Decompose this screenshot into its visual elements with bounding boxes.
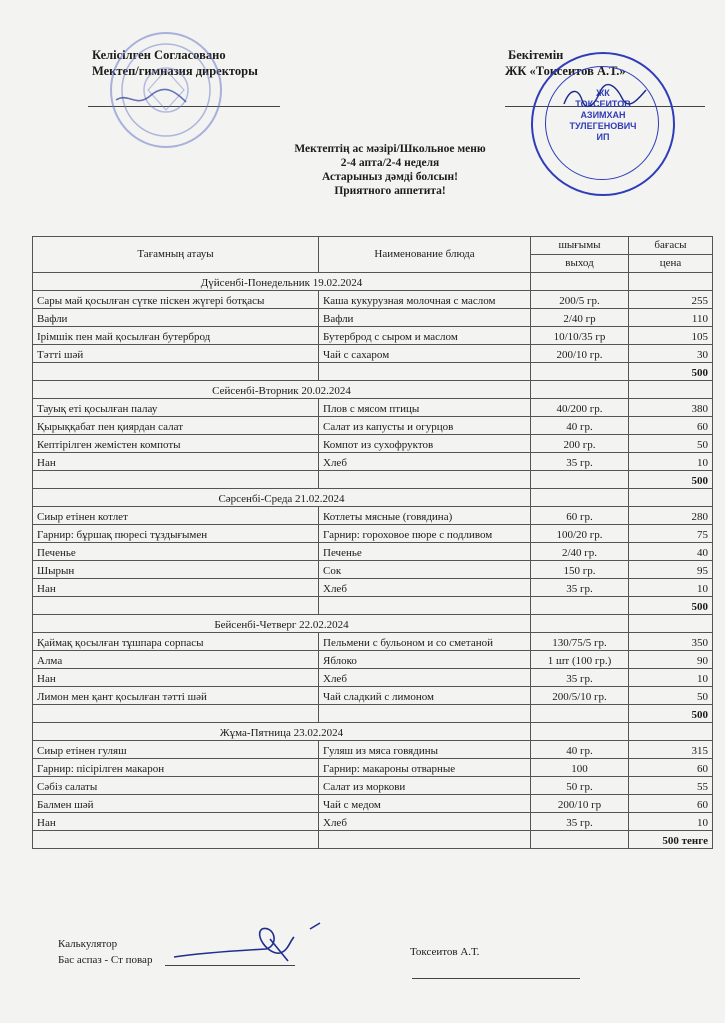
- dish-price: 60: [629, 759, 713, 777]
- dish-name-ru: Гарнир: гороховое пюре с подливом: [319, 525, 531, 543]
- day-total: 500: [629, 705, 713, 723]
- day-total-row: [33, 471, 713, 489]
- dish-price: 30: [629, 345, 713, 363]
- dish-price: 10: [629, 453, 713, 471]
- day-title: Жұма-Пятница 23.02.2024: [33, 723, 531, 741]
- table-row: [33, 291, 713, 309]
- empty-cell: [531, 363, 629, 381]
- dish-output: 10/10/35 гр: [531, 327, 629, 345]
- dish-price: 55: [629, 777, 713, 795]
- dish-name-kz: Сиыр етінен котлет: [33, 507, 319, 525]
- right-signature-icon: [560, 82, 650, 112]
- day-header-row: [33, 273, 713, 291]
- dish-output: 200/10 гр: [531, 795, 629, 813]
- table-row: [33, 741, 713, 759]
- dish-name-kz: Нан: [33, 453, 319, 471]
- dish-price: 50: [629, 687, 713, 705]
- stamp-line-3: АЗИМХАН: [580, 110, 626, 120]
- menu-title: [230, 142, 550, 198]
- col-header-ru: Наименование блюда: [319, 237, 531, 273]
- col-header-price-kz: бағасы: [629, 237, 713, 255]
- stamp-line-2: ТОКСЕИТОВ: [575, 99, 631, 109]
- dish-output: 100/20 гр.: [531, 525, 629, 543]
- dish-output: 35 гр.: [531, 813, 629, 831]
- approved-label: Келісілген Согласовано: [92, 48, 226, 62]
- dish-output: 35 гр.: [531, 669, 629, 687]
- dish-name-ru: Пельмени с бульоном и со сметаной: [319, 633, 531, 651]
- dish-price: 255: [629, 291, 713, 309]
- empty-cell: [629, 489, 713, 507]
- dish-name-kz: Сары май қосылған сүтке піскен жүгері ботқасы: [33, 291, 319, 309]
- dish-name-kz: Қырыққабат пен қиярдан салат: [33, 417, 319, 435]
- calculator-label: Калькулятор: [58, 938, 118, 950]
- day-total-row: [33, 705, 713, 723]
- dish-output: 40/200 гр.: [531, 399, 629, 417]
- dish-name-ru: Чай с медом: [319, 795, 531, 813]
- day-total: 500: [629, 471, 713, 489]
- table-row: [33, 633, 713, 651]
- empty-cell: [531, 705, 629, 723]
- empty-cell: [319, 363, 531, 381]
- dish-name-kz: Гарнир: бұршақ пюресі тұздығымен: [33, 525, 319, 543]
- dish-name-ru: Хлеб: [319, 579, 531, 597]
- dish-output: 130/75/5 гр.: [531, 633, 629, 651]
- dish-name-ru: Хлеб: [319, 813, 531, 831]
- dish-price: 95: [629, 561, 713, 579]
- empty-cell: [531, 831, 629, 849]
- empty-cell: [531, 489, 629, 507]
- table-row: [33, 777, 713, 795]
- dish-name-ru: Сок: [319, 561, 531, 579]
- table-row: [33, 795, 713, 813]
- school-stamp-icon: [108, 30, 224, 150]
- dish-name-ru: Чай сладкий с лимоном: [319, 687, 531, 705]
- dish-name-kz: Печенье: [33, 543, 319, 561]
- dish-price: 40: [629, 543, 713, 561]
- empty-cell: [629, 381, 713, 399]
- dish-price: 60: [629, 417, 713, 435]
- dish-output: 2/40 гр.: [531, 543, 629, 561]
- day-total-row: [33, 363, 713, 381]
- dish-name-ru: Бутерброд с сыром и маслом: [319, 327, 531, 345]
- director-label: Мектеп/гимназия директоры: [92, 64, 258, 78]
- col-header-price-ru: цена: [629, 255, 713, 273]
- dish-name-kz: Шырын: [33, 561, 319, 579]
- dish-name-ru: Печенье: [319, 543, 531, 561]
- entrepreneur-stamp: [531, 52, 675, 196]
- day-header-row: [33, 489, 713, 507]
- stamp-line-1: ЖК: [596, 88, 610, 98]
- empty-cell: [33, 471, 319, 489]
- day-header-row: [33, 723, 713, 741]
- table-row: [33, 579, 713, 597]
- day-title: Бейсенбі-Четверг 22.02.2024: [33, 615, 531, 633]
- dish-name-kz: Лимон мен қант қосылған тәтті шәй: [33, 687, 319, 705]
- table-row: [33, 435, 713, 453]
- dish-output: 40 гр.: [531, 417, 629, 435]
- entrepreneur-label: ЖК «Токсеитов А.Т.»: [505, 64, 626, 78]
- col-header-kz: Тағамның атауы: [33, 237, 319, 273]
- signatory-line: [412, 978, 580, 979]
- dish-output: 1 шт (100 гр.): [531, 651, 629, 669]
- signatory-name: Токсеитов А.Т.: [410, 946, 480, 958]
- dish-name-ru: Гарнир: макароны отварные: [319, 759, 531, 777]
- title-line-4: Приятного аппетита!: [334, 185, 446, 197]
- empty-cell: [319, 597, 531, 615]
- dish-name-kz: Гарнир: пісірілген макарон: [33, 759, 319, 777]
- dish-output: 35 гр.: [531, 453, 629, 471]
- dish-price: 380: [629, 399, 713, 417]
- dish-name-ru: Салат из моркови: [319, 777, 531, 795]
- empty-cell: [531, 273, 629, 291]
- dish-price: 10: [629, 579, 713, 597]
- table-row: [33, 399, 713, 417]
- dish-output: 50 гр.: [531, 777, 629, 795]
- dish-output: 200/5/10 гр.: [531, 687, 629, 705]
- table-row: [33, 759, 713, 777]
- col-header-output-ru: выход: [531, 255, 629, 273]
- empty-cell: [531, 723, 629, 741]
- empty-cell: [33, 363, 319, 381]
- empty-cell: [33, 597, 319, 615]
- table-row: [33, 687, 713, 705]
- dish-name-kz: Сәбіз салаты: [33, 777, 319, 795]
- title-line-1: Мектептің ас мәзірі/Школьное меню: [294, 143, 486, 155]
- dish-name-ru: Плов с мясом птицы: [319, 399, 531, 417]
- col-header-output-kz: шығымы: [531, 237, 629, 255]
- dish-output: 150 гр.: [531, 561, 629, 579]
- dish-output: 100: [531, 759, 629, 777]
- dish-name-ru: Вафли: [319, 309, 531, 327]
- dish-price: 315: [629, 741, 713, 759]
- table-row: [33, 507, 713, 525]
- day-title: Сейсенбі-Вторник 20.02.2024: [33, 381, 531, 399]
- dish-price: 75: [629, 525, 713, 543]
- dish-name-ru: Гуляш из мяса говядины: [319, 741, 531, 759]
- dish-name-ru: Салат из капусты и огурцов: [319, 417, 531, 435]
- empty-cell: [319, 705, 531, 723]
- dish-name-kz: Тауық еті қосылған палау: [33, 399, 319, 417]
- table-row: [33, 309, 713, 327]
- empty-cell: [531, 381, 629, 399]
- empty-cell: [33, 705, 319, 723]
- dish-output: 40 гр.: [531, 741, 629, 759]
- dish-name-kz: Ірімшік пен май қосылған бутерброд: [33, 327, 319, 345]
- empty-cell: [629, 273, 713, 291]
- day-total-row: [33, 831, 713, 849]
- day-title: Дүйсенбі-Понедельник 19.02.2024: [33, 273, 531, 291]
- table-row: [33, 669, 713, 687]
- empty-cell: [319, 831, 531, 849]
- dish-name-ru: Котлеты мясные (говядина): [319, 507, 531, 525]
- table-row: [33, 561, 713, 579]
- empty-cell: [531, 615, 629, 633]
- table-row: [33, 417, 713, 435]
- dish-name-kz: Сиыр етінен гуляш: [33, 741, 319, 759]
- day-header-row: [33, 381, 713, 399]
- dish-name-ru: Хлеб: [319, 669, 531, 687]
- stamp-line-4: ТУЛЕГЕНОВИЧ: [569, 121, 637, 131]
- empty-cell: [33, 831, 319, 849]
- dish-name-kz: Нан: [33, 669, 319, 687]
- dish-price: 10: [629, 669, 713, 687]
- dish-name-kz: Қаймақ қосылған тұшпара сорпасы: [33, 633, 319, 651]
- table-row: [33, 813, 713, 831]
- dish-output: 200/10 гр.: [531, 345, 629, 363]
- chef-label: Бас аспаз - Ст повар: [58, 954, 153, 966]
- dish-name-ru: Каша кукурузная молочная с маслом: [319, 291, 531, 309]
- menu-table: [32, 236, 713, 849]
- dish-price: 10: [629, 813, 713, 831]
- chef-signature-icon: [170, 915, 340, 970]
- table-row: [33, 651, 713, 669]
- dish-name-kz: Алма: [33, 651, 319, 669]
- dish-name-kz: Тәтті шәй: [33, 345, 319, 363]
- confirm-label: Бекітемін: [508, 48, 564, 62]
- table-row: [33, 543, 713, 561]
- day-total-row: [33, 597, 713, 615]
- empty-cell: [629, 615, 713, 633]
- dish-name-kz: Нан: [33, 813, 319, 831]
- dish-name-kz: Балмен шәй: [33, 795, 319, 813]
- table-row: [33, 453, 713, 471]
- stamp-line-5: ИП: [596, 132, 610, 142]
- dish-name-kz: Нан: [33, 579, 319, 597]
- empty-cell: [531, 597, 629, 615]
- dish-price: 60: [629, 795, 713, 813]
- title-line-2: 2-4 апта/2-4 неделя: [340, 157, 440, 169]
- dish-price: 110: [629, 309, 713, 327]
- dish-output: 35 гр.: [531, 579, 629, 597]
- dish-output: 2/40 гр: [531, 309, 629, 327]
- day-total: 500: [629, 363, 713, 381]
- dish-name-ru: Чай с сахаром: [319, 345, 531, 363]
- dish-price: 280: [629, 507, 713, 525]
- title-line-3: Астарыныз дәмді болсын!: [322, 171, 458, 183]
- empty-cell: [319, 471, 531, 489]
- day-total: 500: [629, 597, 713, 615]
- dish-name-ru: Хлеб: [319, 453, 531, 471]
- day-total: 500 тенге: [629, 831, 713, 849]
- table-row: [33, 327, 713, 345]
- dish-name-ru: Яблоко: [319, 651, 531, 669]
- table-row: [33, 525, 713, 543]
- empty-cell: [629, 723, 713, 741]
- dish-name-kz: Вафли: [33, 309, 319, 327]
- day-header-row: [33, 615, 713, 633]
- day-title: Сәрсенбі-Среда 21.02.2024: [33, 489, 531, 507]
- dish-output: 60 гр.: [531, 507, 629, 525]
- dish-output: 200/5 гр.: [531, 291, 629, 309]
- dish-price: 350: [629, 633, 713, 651]
- table-row: [33, 345, 713, 363]
- dish-name-kz: Кептірілген жемістен компоты: [33, 435, 319, 453]
- dish-price: 90: [629, 651, 713, 669]
- dish-price: 105: [629, 327, 713, 345]
- dish-output: 200 гр.: [531, 435, 629, 453]
- empty-cell: [531, 471, 629, 489]
- dish-price: 50: [629, 435, 713, 453]
- dish-name-ru: Компот из сухофруктов: [319, 435, 531, 453]
